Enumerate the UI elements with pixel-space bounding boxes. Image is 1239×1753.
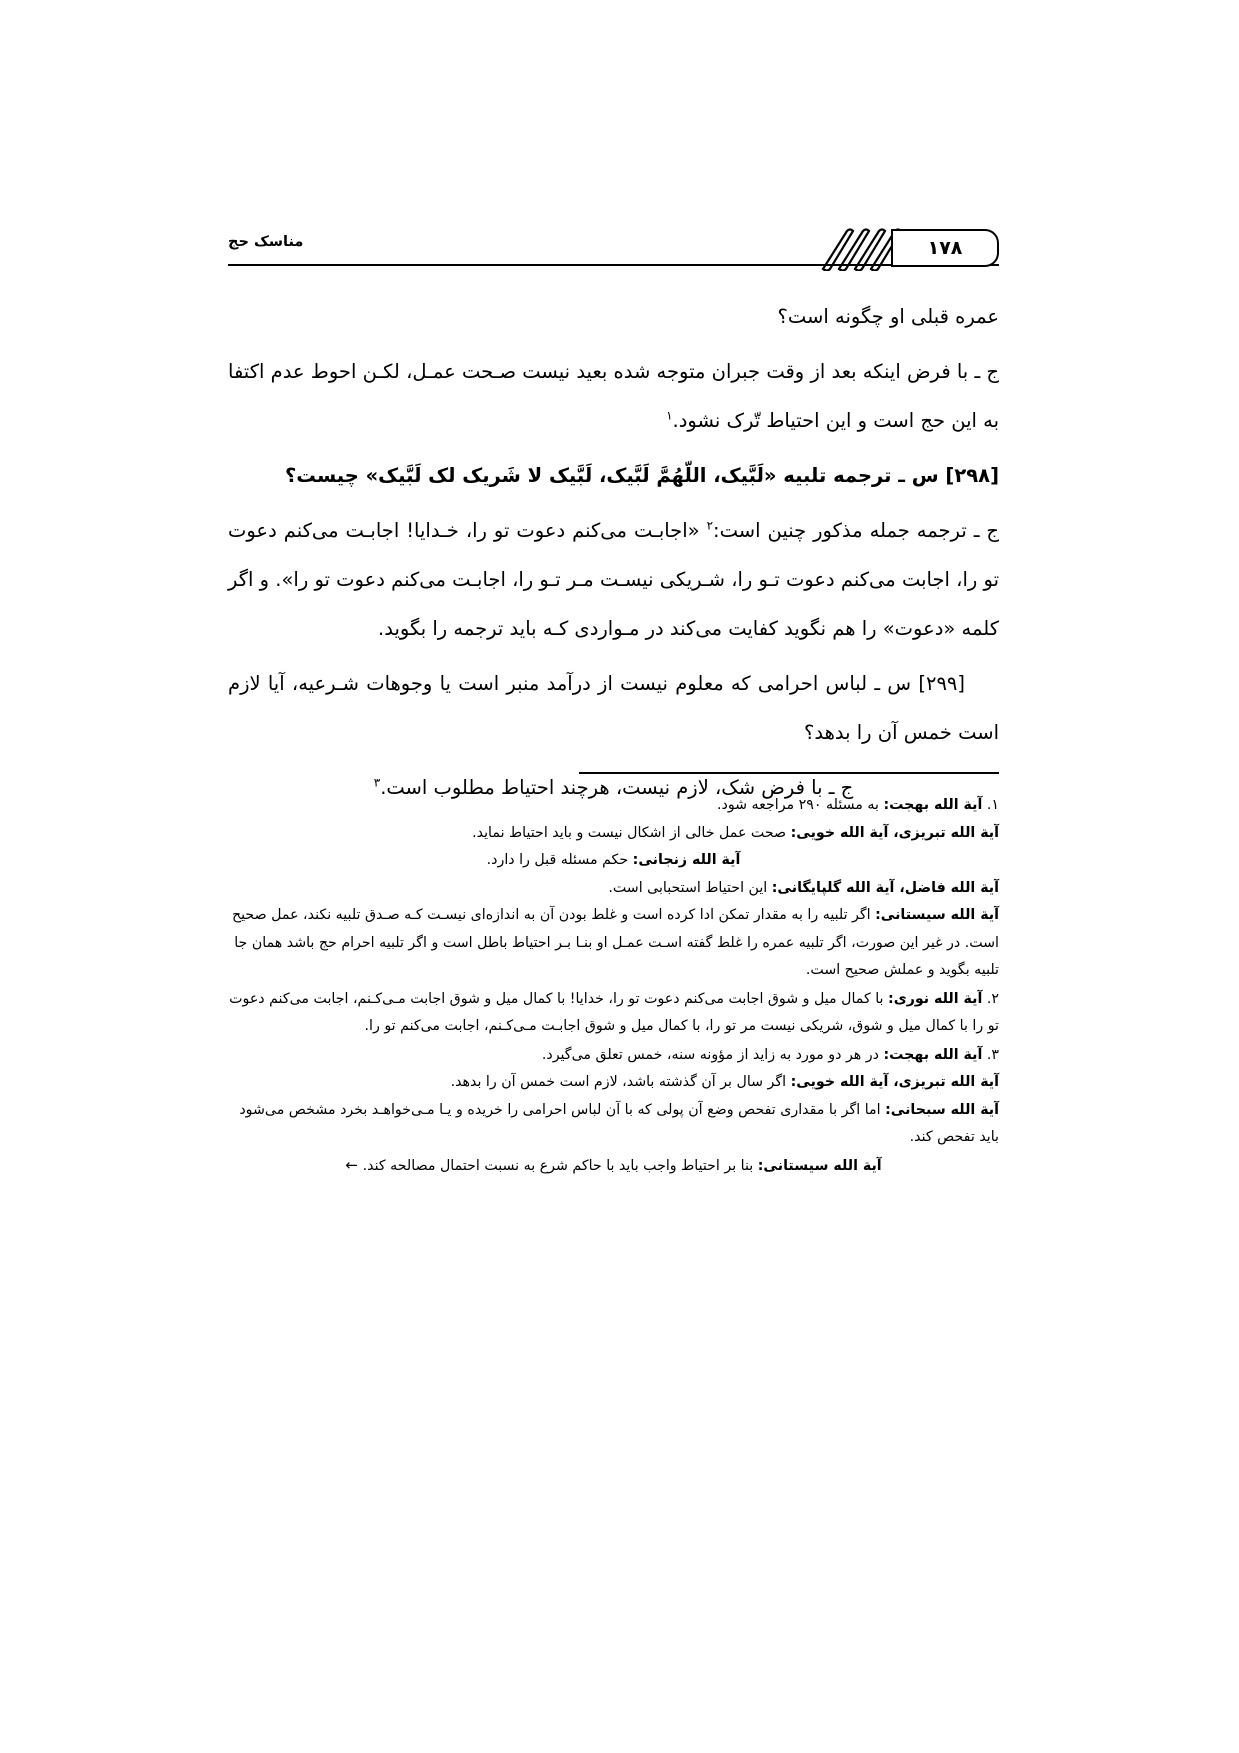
- marja-name: آیة الله سیستانی:: [875, 907, 999, 923]
- folio-ornament-group: [809, 227, 999, 271]
- footnote-ruling-line: [228, 792, 999, 820]
- footnote-list: [228, 792, 999, 1181]
- footnote-entry: [228, 1042, 999, 1181]
- footnote-text: حکم مسئله قبل را دارد.: [486, 852, 633, 868]
- footnote-text: اما اگر با مقداری تفحص وضع آن پولی که با آن لباس احرامی را خریده و یـا مـی‌خواهـد بخرد مشخص می‌شود باید تفحص کند.: [239, 1101, 999, 1145]
- page-header: [228, 228, 999, 274]
- footnote-ruling-line: [228, 820, 999, 848]
- footnote-ruling-line: [228, 875, 999, 903]
- paragraph-question-continuation: عمره قبلی او چگونه است؟: [777, 305, 999, 328]
- page-number: ۱۷۸: [927, 237, 963, 259]
- footnote-text: این احتیاط استحبابی است.: [608, 879, 772, 896]
- marja-name: آیة الله بهجت:: [883, 797, 983, 813]
- footnote-ruling-line: [228, 1152, 999, 1181]
- footnote-ref-3: ۳: [373, 775, 381, 790]
- paragraph-question-298: [۲۹۸] س ـ ترجمه تلبیه «لَبَّیک، اللّهُمَّ لَبَّیک، لَبَّیک لا شَریک لک لَبَّیک» چیست؟: [284, 464, 999, 487]
- marja-name: آیة الله زنجانی:: [632, 852, 741, 868]
- footnote-text: صحت عمل خالی از اشکال نیست و باید احتیاط نماید.: [472, 824, 791, 841]
- answer-298-body: «اجابـت می‌کنم دعوت تو را، خـدایا! اجابـت می‌کنم دعوت تو را، اجابت می‌کنم دعوت تـو را، شـریکی نیسـت مـر تـو را، اجابـت می‌کنم دعوت تو را». و اگر کلمه «دعوت» را هم نگوید کفایت می‌کند در مـواردی کـه باید ترجمه را بگوید.: [228, 519, 999, 640]
- footnote-ruling-line: [228, 1097, 999, 1152]
- page-body: [228, 292, 999, 818]
- footnote-ruling-line: [228, 1042, 999, 1070]
- footnote-ref-2: ۲: [706, 518, 714, 533]
- answer-298-lead: ج ـ ترجمه جمله مذکور چنین است:: [713, 519, 1000, 542]
- marja-name: آیة الله بهجت:: [883, 1046, 983, 1063]
- footnote-ref-1: ۱: [666, 408, 673, 423]
- footnote-ruling-line: [228, 1069, 999, 1097]
- marja-name: آیة الله نوری:: [888, 990, 983, 1007]
- marja-name: آیة الله سیستانی:: [757, 1157, 882, 1174]
- footnote-ruling-line: [228, 847, 999, 875]
- footnote-entry: [228, 986, 999, 1041]
- paragraph-answer-297: [228, 347, 999, 445]
- footnote-ruling-line: [228, 902, 999, 985]
- paragraph-question-299: [۲۹۹] س ـ لباس احرامی که معلوم نیست از درآمد منبر است یا وجوهات شـرعیه، آیا لازم است خمس آن را بدهد؟: [228, 672, 999, 744]
- footnote-text: در هر دو مورد به زاید از مؤونه سنه، خمس تعلق می‌گیرد.: [541, 1046, 884, 1063]
- marja-name: آیة الله تبریزی، آیة الله خویی:: [790, 1074, 999, 1090]
- answer-297-text: ج ـ با فرض اینکه بعد از وقت جبران متوجه شده بعید نیست صـحت عمـل، لکـن احوط عدم اکتفا به این حج است و این احتیاط تّرک نشود.: [228, 360, 999, 432]
- continuation-arrow-icon: ←: [345, 1155, 363, 1174]
- footnote-text: اگر سال بر آن گذشته باشد، لازم است خمس آن را بدهد.: [450, 1074, 791, 1090]
- footnote-marker: ۲.: [982, 990, 999, 1007]
- footnote-text: با کمال میل و شوق اجابت می‌کنم دعوت تو را، خدایا! با کمال میل و شوق اجابت مـی‌کـنم، اجابت می‌کنم دعوت تو را با کمال میل و شوق، شریکی نیست مر تو را، با کمال میل و شوق اجابـت مـی‌کـنم، اجابت می‌کنم تو را.: [229, 990, 999, 1034]
- marja-name: آیة الله تبریزی، آیة الله خویی:: [790, 824, 999, 841]
- footnote-ruling-line: [228, 986, 999, 1041]
- running-title: مناسک حج: [228, 234, 304, 250]
- footnote-text: به مسئله ۲۹۰ مراجعه شود.: [717, 797, 884, 813]
- footnote-text: اگر تلبیه را به مقدار تمکن ادا کرده است و غلط بودن آن به اندازه‌ای نیسـت کـه صـدق تلبیه نکند، عمل صحیح است. در غیر این صورت، اگر تلبیه عمره را غلط گفته اسـت عمـل او بنـا بـر احتیاط باطل است و اگر تلبیه احرام حج باشد همان جا تلبیه بگوید و عملش صحیح است.: [231, 907, 999, 978]
- answer-299-text: ج ـ با فرض شک، لازم نیست، هرچند احتیاط مطلوب است.: [380, 776, 854, 799]
- footnote-divider: [579, 772, 999, 774]
- footnote-marker: ۱.: [982, 797, 999, 813]
- marja-name: آیة الله سبحانی:: [885, 1101, 999, 1118]
- footnote-text: بنا بر احتیاط واجب باید با حاکم شرع به نسبت احتمال مصالحه کند.: [362, 1157, 758, 1174]
- footnote-marker: ۳.: [982, 1046, 999, 1063]
- footnote-entry: [228, 792, 999, 985]
- marja-name: آیة الله فاضل، آیة الله گلپایگانی:: [771, 879, 999, 896]
- paragraph-answer-298: [228, 506, 999, 653]
